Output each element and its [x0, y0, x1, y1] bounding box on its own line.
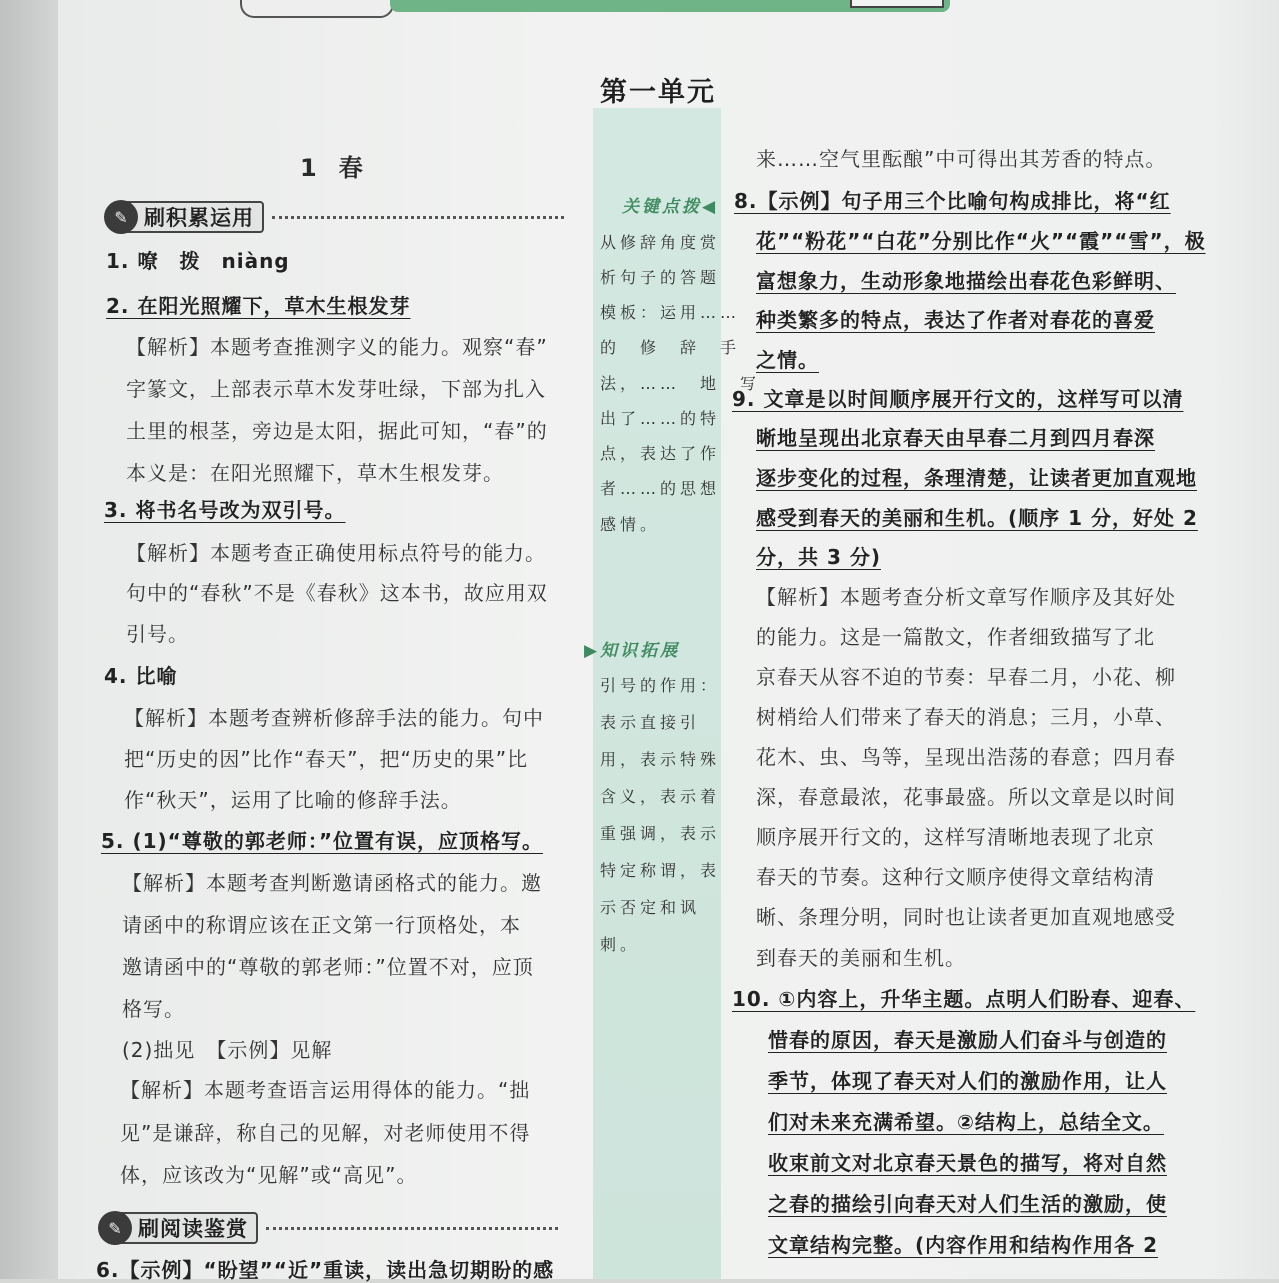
analysis-line: 把“历史的因”比作“春天”，把“历史的果”比: [124, 747, 529, 771]
hint-line: 特定称谓，表: [600, 861, 721, 880]
hint-line: 用，表示特殊: [600, 750, 721, 769]
hint-line: 从修辞角度赏: [600, 233, 721, 252]
analysis-line: 【解析】本题考查推测字义的能力。观察“春”: [126, 335, 548, 359]
section-accumulate: [106, 202, 564, 232]
answer-1: 1. 嘹 拨 niàng: [106, 249, 290, 273]
banner-badge: [850, 0, 944, 8]
answer-9: 9. 文章是以时间顺序展开行文的，这样写可以清: [732, 387, 1184, 411]
hint-line: 析句子的答题: [600, 268, 721, 287]
analysis-line: 春天的节奏。这种行文顺序使得文章结构清: [756, 865, 1155, 889]
answer-line: 文章结构完整。(内容作用和结构作用各 2: [768, 1233, 1159, 1257]
key-points-heading: 关键点拨◀: [622, 197, 719, 217]
analysis-line: 本义是：在阳光照耀下，草木生根发芽。: [126, 461, 504, 485]
section-reading: [100, 1213, 558, 1243]
answer-line: 分，共 3 分): [756, 545, 881, 569]
analysis-line: 作“秋天”，运用了比喻的修辞手法。: [124, 788, 462, 812]
hint-line: 模板：运用……: [600, 303, 741, 322]
analysis-line: 【解析】本题考查正确使用标点符号的能力。: [126, 541, 546, 565]
page-edge-left: [0, 0, 58, 1279]
analysis-line: 土里的根茎，旁边是太阳，据此可知，“春”的: [126, 419, 548, 443]
section-reading-label: 刷阅读鉴赏: [138, 1217, 248, 1241]
analysis-line: 体，应该改为“见解”或“高见”。: [120, 1163, 418, 1187]
hint-line: 点，表达了作: [600, 444, 721, 463]
analysis-line: 字篆文，上部表示草木发芽吐绿，下部为扎入: [126, 377, 546, 401]
header-banner: [240, 0, 1000, 24]
hint-line: 感情。: [600, 515, 661, 534]
answer-line: 之春的描绘引向春天对人们生活的激励，使: [768, 1192, 1167, 1216]
analysis-line: 京春天从容不迫的节奏：早春二月，小花、柳: [756, 665, 1176, 689]
unit-title: 第一单元: [600, 77, 716, 108]
answer-line: 季节，体现了春天对人们的激励作用，让人: [768, 1069, 1167, 1093]
lesson-name: 春: [338, 154, 363, 182]
analysis-line: 的能力。这是一篇散文，作者细致描写了北: [756, 625, 1155, 649]
answer-4: 4. 比喻: [104, 664, 178, 688]
analysis-line: 花木、虫、鸟等，呈现出浩荡的春意；四月春: [756, 745, 1176, 769]
section-accumulate-label: 刷积累运用: [144, 206, 254, 230]
hint-line: 示否定和讽: [600, 898, 701, 917]
analysis-line: 请函中的称谓应该在正文第一行顶格处，本: [122, 913, 521, 937]
banner-bubble: [240, 0, 394, 18]
hint-line: 出了……的特: [600, 409, 721, 428]
answer-6: 6.【示例】“盼望”“近”重读，读出急切期盼的感: [96, 1258, 555, 1282]
analysis-line: 见”是谦辞，称自己的见解，对老师使用不得: [120, 1121, 531, 1145]
analysis-line: 格写。: [122, 997, 185, 1021]
answer-line: 收束前文对北京春天景色的描写，将对自然: [768, 1151, 1167, 1175]
lesson-number: 1: [300, 154, 317, 182]
analysis-line: 引号。: [126, 622, 189, 646]
answer-line: 种类繁多的特点，表达了作者对春花的喜爱: [756, 308, 1155, 332]
analysis-line: 邀请函中的“尊敬的郭老师：”位置不对，应顶: [122, 955, 534, 979]
hint-line: 的 修 辞 手: [600, 338, 741, 357]
answer-line: 富想象力，生动形象地描绘出春花色彩鲜明、: [756, 269, 1176, 293]
hint-line: 法，…… 地 写: [600, 374, 761, 393]
lesson-title: [300, 148, 385, 183]
answer-line: 花”“粉花”“白花”分别比作“火”“霞”“雪”，极: [756, 229, 1206, 253]
analysis-line: 到春天的美丽和生机。: [756, 946, 966, 970]
hint-line: 重强调，表示: [600, 824, 721, 843]
hint-line: 者……的思想: [600, 479, 721, 498]
analysis-line: 深，春意最浓，花事最盛。所以文章是以时间: [756, 785, 1176, 809]
page-shadow: [1209, 0, 1279, 1279]
analysis-line: 【解析】本题考查分析文章写作顺序及其好处: [756, 585, 1176, 609]
pen-icon: ✎: [104, 200, 138, 234]
answer-line: 之情。: [756, 348, 819, 372]
hint-line: 刺。: [600, 935, 641, 954]
answer-line: 逐步变化的过程，条理清楚，让读者更加直观地: [756, 466, 1197, 490]
analysis-line: 晰、条理分明，同时也让读者更加直观地感受: [756, 905, 1176, 929]
analysis-line: 句中的“春秋”不是《春秋》这本书，故应用双: [126, 581, 548, 605]
answer-5: 5. (1)“尊敬的郭老师：”位置有误，应顶格写。: [101, 829, 543, 853]
answer-5-2: (2)拙见 【示例】见解: [122, 1038, 333, 1062]
answer-line: 们对未来充满希望。②结构上，总结全文。: [768, 1110, 1164, 1134]
hint-line: 引号的作用：: [600, 676, 721, 695]
answer-line: 晰地呈现出北京春天由早春二月到四月春深: [756, 426, 1155, 450]
answer-2: 2. 在阳光照耀下，草木生根发芽: [106, 294, 411, 318]
analysis-line: 【解析】本题考查语言运用得体的能力。“拙: [120, 1078, 531, 1102]
answer-3: 3. 将书名号改为双引号。: [104, 498, 346, 522]
analysis-line: 【解析】本题考查辨析修辞手法的能力。句中: [124, 706, 544, 730]
analysis-line: 来……空气里酝酿”中可得出其芳香的特点。: [756, 147, 1167, 171]
section-divider: [272, 216, 564, 219]
answer-line: 感受到春天的美丽和生机。(顺序 1 分，好处 2: [756, 506, 1198, 530]
answer-line: 惜春的原因，春天是激励人们奋斗与创造的: [768, 1028, 1167, 1052]
analysis-line: 树梢给人们带来了春天的消息；三月，小草、: [756, 705, 1176, 729]
pen-icon: ✎: [98, 1211, 132, 1245]
hint-line: 含义，表示着: [600, 787, 721, 806]
hint-line: 表示直接引: [600, 713, 701, 732]
knowledge-extension-heading: ▶知识拓展: [584, 641, 681, 661]
analysis-line: 【解析】本题考查判断邀请函格式的能力。邀: [122, 871, 542, 895]
answer-8: 8.【示例】句子用三个比喻句构成排比，将“红: [734, 189, 1171, 213]
analysis-line: 顺序展开行文的，这样写清晰地表现了北京: [756, 825, 1155, 849]
section-divider: [266, 1227, 558, 1230]
answer-10: 10. ①内容上，升华主题。点明人们盼春、迎春、: [732, 987, 1196, 1011]
